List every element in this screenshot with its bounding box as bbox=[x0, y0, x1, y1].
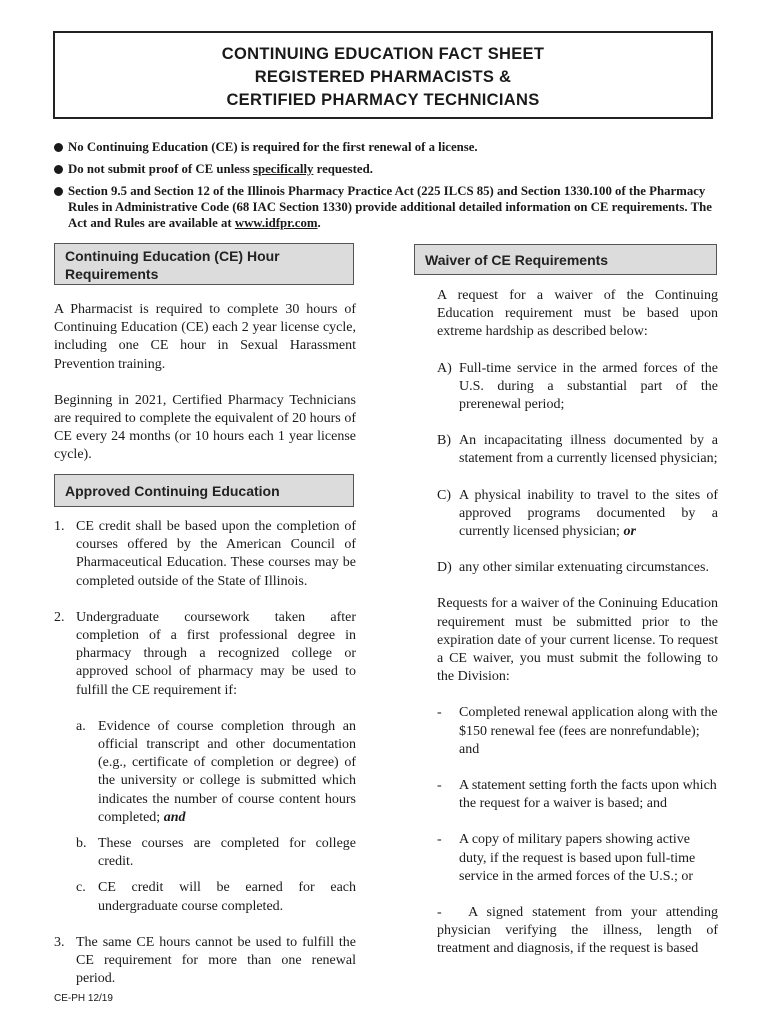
waiver-header: Waiver of CE Requirements bbox=[414, 244, 717, 275]
waiver-intro: A request for a waiver of the Continuing Education requirement must be based upon extreme hardship as described below: bbox=[437, 288, 718, 340]
list-item: B) An incapacitating illness documented by a statement from a currently licensed physician; bbox=[437, 433, 718, 467]
hour-requirements-header: Continuing Education (CE) Hour Requirements bbox=[54, 243, 354, 285]
list-item: c. CE credit will be earned for each undergraduate course completed. bbox=[76, 880, 356, 914]
hour-requirements-text bbox=[54, 301, 356, 465]
title-box bbox=[53, 31, 713, 119]
list-item: - Completed renewal application along with the $150 renewal fee (fees are nonrefundable); and bbox=[437, 705, 718, 757]
bullet-icon bbox=[54, 165, 63, 174]
physician-statement: - A signed statement from your attending physician verifying the illness, length of treatment and diagnosis, if the request is based bbox=[437, 905, 722, 957]
bullet-item: No Continuing Education (CE) is required for the first renewal of a license. bbox=[54, 139, 719, 155]
requests-paragraph: Requests for a waiver of the Coninuing Education requirement must be submitted prior to the expiration date of your current license. To request a CE waiver, you must submit the following to the Division: bbox=[437, 596, 718, 685]
bullet-icon bbox=[54, 143, 63, 152]
technician-paragraph: Beginning in 2021, Certified Pharmacy Technicians are required to complete the equivalent of 20 hours of CE every 24 months (or 10 hours each 1 year license cycle). bbox=[54, 392, 356, 463]
list-item: b. These courses are completed for college credit. bbox=[76, 836, 356, 870]
list-item: 1. CE credit shall be based upon the completion of courses offered by the American Council of Pharmaceutical Education. These courses may be completed outside of the State of Illinois. bbox=[54, 519, 356, 589]
list-item: 2. Undergraduate coursework taken after completion of a first professional degree in pharmacy through a recognized college or approved school of pharmacy may be used to fulfill the CE requirement if: bbox=[54, 609, 356, 698]
idfpr-link[interactable]: www.idfpr.com bbox=[234, 216, 318, 230]
intro-bullets bbox=[54, 139, 719, 237]
bullet-icon bbox=[54, 187, 63, 196]
bullet-item: Do not submit proof of CE unless specifically requested. bbox=[54, 161, 719, 177]
sub-list bbox=[54, 718, 356, 916]
list-item: D) any other similar extenuating circumstances. bbox=[437, 560, 709, 576]
list-item: 3. The same CE hours cannot be used to fulfill the CE requirement for more than one renewal period. bbox=[54, 934, 356, 987]
pharmacist-paragraph: A Pharmacist is required to complete 30 hours of Continuing Education (CE) each 2 year license cycle, including one CE hour in Sexual Harassment Prevention training. bbox=[54, 302, 356, 372]
list-item: a. Evidence of course completion through an official transcript and other documentation (e.g., certificate of completion or degree) of the university or college is submitted which indicates the number of course content hours completed; and bbox=[76, 718, 356, 825]
title-line-1: CONTINUING EDUCATION FACT SHEET bbox=[221, 45, 545, 63]
title-line-2: REGISTERED PHARMACISTS & bbox=[254, 68, 512, 86]
form-code: CE-PH 12/19 bbox=[54, 993, 113, 1004]
waiver-text bbox=[437, 287, 722, 959]
list-item: A) Full-time service in the armed forces of the U.S. during a substantial part of the prerenewal period; bbox=[437, 360, 718, 413]
list-item: - A copy of military papers showing active duty, if the request is based upon full-time service in the armed forces of the U.S.; or bbox=[437, 832, 696, 884]
title-line-3: CERTIFIED PHARMACY TECHNICIANS bbox=[226, 91, 540, 109]
approved-ce-header: Approved Continuing Education bbox=[54, 474, 354, 507]
list-item: C) A physical inability to travel to the sites of approved programs documented by a currently licensed physician; or bbox=[437, 487, 718, 540]
list-item: - A statement setting forth the facts upon which the request for a waiver is based; and bbox=[437, 778, 717, 812]
approved-ce-list bbox=[54, 518, 356, 988]
bullet-item: Section 9.5 and Section 12 of the Illinois Pharmacy Practice Act (225 ILCS 85) and Section 1330.100 of the Pharmacy Rules in Administrative Code (68 IAC Section 1330) provide additional detailed information on CE requirements. The Act and Rules are available at www.idfpr.com. bbox=[54, 183, 719, 231]
